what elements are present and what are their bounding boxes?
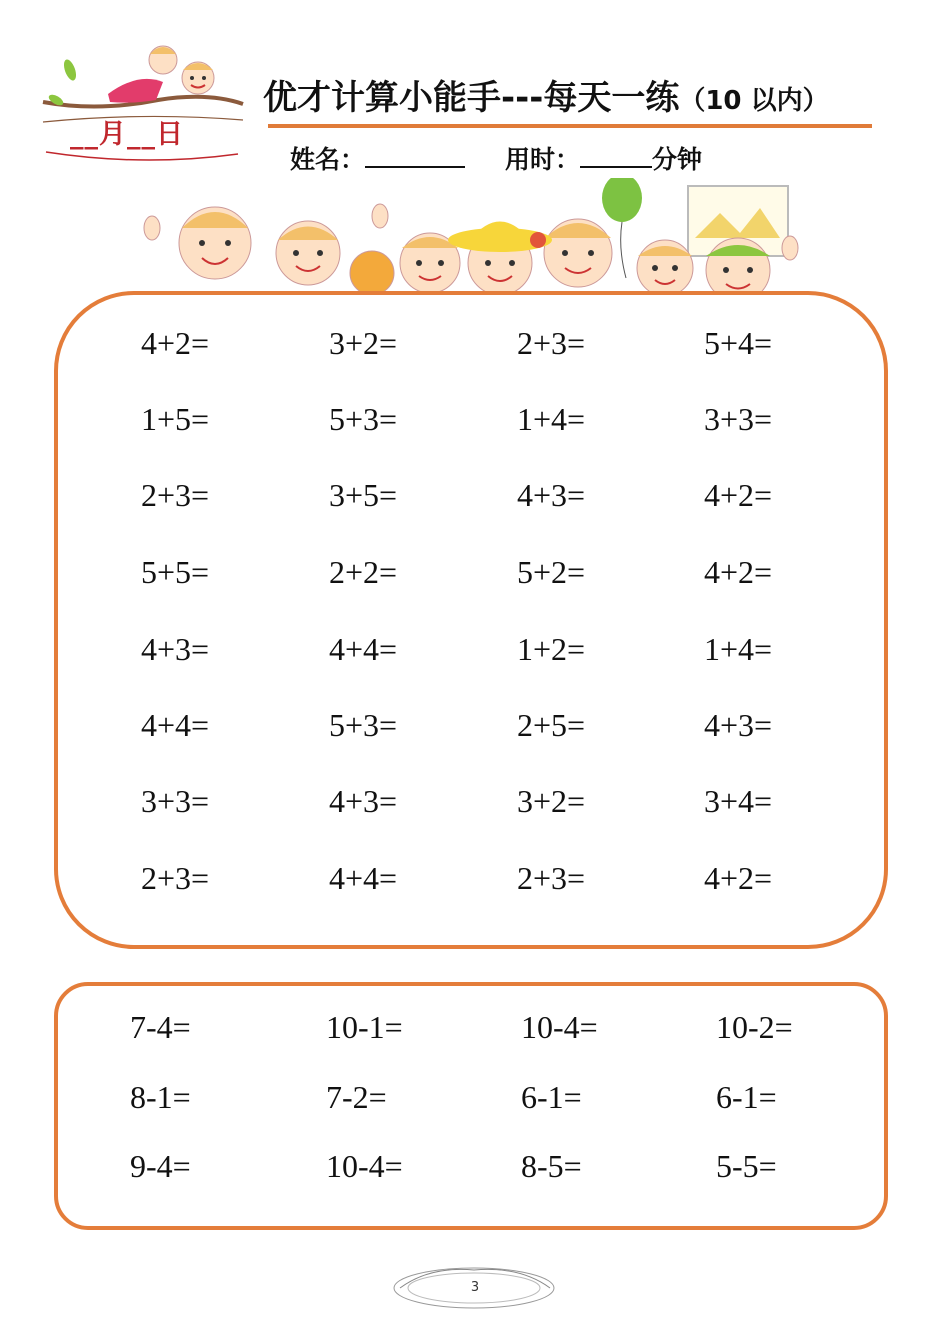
addition-problem: 5+5= bbox=[141, 554, 210, 590]
time-blank[interactable] bbox=[580, 142, 652, 168]
addition-problem: 4+3= bbox=[517, 477, 586, 513]
addition-problem: 1+5= bbox=[141, 401, 210, 437]
addition-problem: 1+4= bbox=[704, 631, 773, 667]
addition-problem: 4+2= bbox=[704, 554, 773, 590]
addition-problem: 5+3= bbox=[329, 401, 398, 437]
addition-problem: 5+2= bbox=[517, 554, 586, 590]
subtraction-problem: 9-4= bbox=[130, 1148, 191, 1184]
time-unit: 分钟 bbox=[652, 145, 703, 174]
page-number: 3 bbox=[470, 1280, 480, 1295]
addition-problem: 3+2= bbox=[517, 783, 586, 819]
subtraction-problem: 7-2= bbox=[326, 1079, 387, 1115]
addition-problem: 4+4= bbox=[329, 631, 398, 667]
subtraction-problem: 8-1= bbox=[130, 1079, 191, 1115]
title-range: （10 以内） bbox=[679, 86, 829, 116]
subtraction-problem: 5-5= bbox=[716, 1148, 777, 1184]
addition-problem: 4+4= bbox=[141, 707, 210, 743]
time-field bbox=[505, 140, 702, 176]
addition-problem: 4+3= bbox=[141, 631, 210, 667]
subtraction-problem: 7-4= bbox=[130, 1009, 191, 1045]
name-field bbox=[290, 140, 465, 176]
addition-problem: 1+4= bbox=[517, 401, 586, 437]
addition-problem: 2+3= bbox=[517, 325, 586, 361]
page-title bbox=[263, 70, 829, 119]
subtraction-problem: 10-4= bbox=[521, 1009, 598, 1045]
subtraction-problem: 10-1= bbox=[326, 1009, 403, 1045]
addition-problem: 3+2= bbox=[329, 325, 398, 361]
addition-problem: 5+3= bbox=[329, 707, 398, 743]
subtraction-problem: 10-2= bbox=[716, 1009, 793, 1045]
date-label: __月__日 bbox=[70, 119, 184, 150]
addition-problem: 3+4= bbox=[704, 783, 773, 819]
addition-problem: 4+2= bbox=[704, 860, 773, 896]
subtraction-problem: 6-1= bbox=[521, 1079, 582, 1115]
addition-problem: 4+2= bbox=[141, 325, 210, 361]
addition-problem: 2+5= bbox=[517, 707, 586, 743]
subtraction-problem: 10-4= bbox=[326, 1148, 403, 1184]
name-blank[interactable] bbox=[365, 142, 465, 168]
addition-problem: 2+2= bbox=[329, 554, 398, 590]
addition-panel bbox=[54, 291, 888, 949]
addition-problem: 2+3= bbox=[141, 860, 210, 896]
addition-problem: 5+4= bbox=[704, 325, 773, 361]
name-label: 姓名： bbox=[290, 145, 366, 174]
title-main: 优才计算小能手---每天一练 bbox=[263, 78, 680, 118]
subtraction-problem: 6-1= bbox=[716, 1079, 777, 1115]
addition-problem: 1+2= bbox=[517, 631, 586, 667]
addition-problem: 4+4= bbox=[329, 860, 398, 896]
time-label: 用时： bbox=[505, 145, 581, 174]
addition-problem: 3+5= bbox=[329, 477, 398, 513]
addition-problem: 2+3= bbox=[141, 477, 210, 513]
subtraction-problem: 8-5= bbox=[521, 1148, 582, 1184]
addition-problem: 4+3= bbox=[329, 783, 398, 819]
addition-problem: 4+3= bbox=[704, 707, 773, 743]
addition-problem: 3+3= bbox=[704, 401, 773, 437]
addition-problem: 4+2= bbox=[704, 477, 773, 513]
addition-problem: 3+3= bbox=[141, 783, 210, 819]
title-underline bbox=[268, 124, 872, 128]
addition-problem: 2+3= bbox=[517, 860, 586, 896]
kids-banner-illustration bbox=[140, 178, 800, 303]
